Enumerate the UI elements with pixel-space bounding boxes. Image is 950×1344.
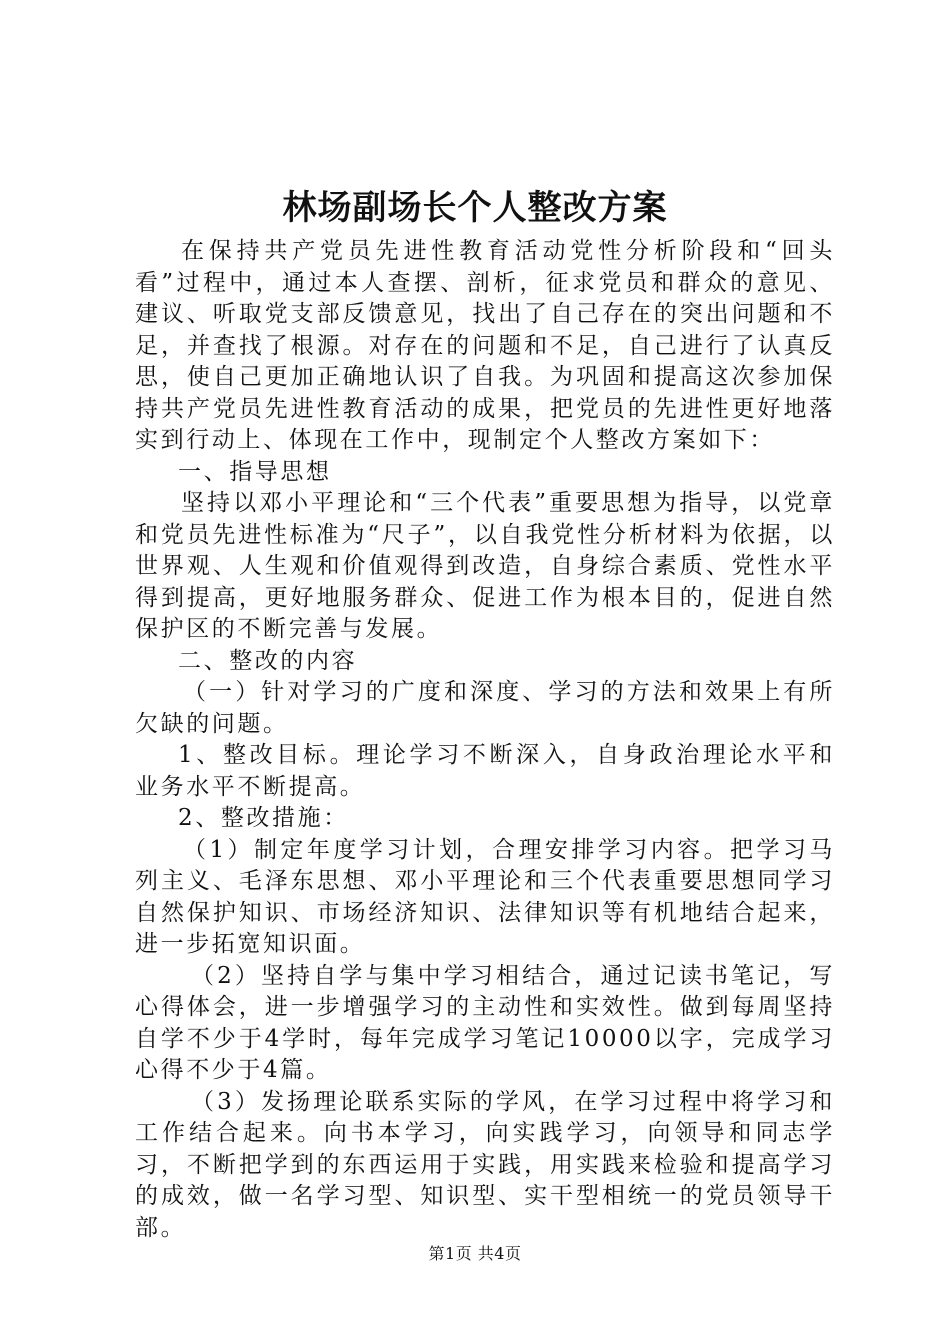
paragraph-intro: 在保持共产党员先进性教育活动党性分析阶段和“回头看”过程中，通过本人查摆、剖析，征求党员和群众的意见、建议、听取党支部反馈意见，找出了自己存在的突出问题和不足，并查找了根源。对存在的问题和不足，自己进行了认真反思，使自己更加正确地认识了自我。为巩固和提高这次参加保持共产党员先进性教育活动的成果，把党员的先进性更好地落实到行动上、体现在工作中，现制定个人整改方案如下： [135, 238, 835, 453]
paragraph-measure-1: （1）制定年度学习计划，合理安排学习内容。把学习马列主义、毛泽东思想、邓小平理论和三个代表重要思想同学习自然保护知识、市场经济知识、法律知识等有机地结合起来，进一步拓宽知识面。 [135, 836, 835, 957]
paragraph-rectification-measures: 2、整改措施： [178, 805, 349, 831]
paragraph-rectification-goal: 1、整改目标。理论学习不断深入，自身政治理论水平和业务水平不断提高。 [135, 742, 835, 800]
paragraph-measure-2: （2）坚持自学与集中学习相结合，通过记读书笔记，写心得体会，进一步增强学习的主动性和实效性。做到每周坚持自学不少于4学时，每年完成学习笔记10000以字，完成学习心得不少于4篇。 [135, 962, 835, 1083]
paragraph-guiding-ideology: 坚持以邓小平理论和“三个代表”重要思想为指导，以党章和党员先进性标准为“尺子”，以自我党性分析材料为依据，以世界观、人生观和价值观得到改造，自身综合素质、党性水平得到提高，更好地服务群众、促进工作为根本目的，促进自然保护区的不断完善与发展。 [135, 490, 835, 642]
document-body [135, 236, 835, 1244]
paragraph-learning-problem: （一）针对学习的广度和深度、学习的方法和效果上有所欠缺的问题。 [135, 679, 835, 737]
document-title: 林场副场长个人整改方案 [282, 188, 668, 228]
heading-guiding-ideology: 一、指导思想 [178, 458, 332, 485]
page-number-footer: 第1页 共4页 [428, 1244, 522, 1263]
heading-rectification-content: 二、整改的内容 [178, 647, 358, 674]
paragraph-measure-3: （3）发扬理论联系实际的学风，在学习过程中将学习和工作结合起来。向书本学习，向实践学习，向领导和同志学习，不断把学到的东西运用于实践，用实践来检验和提高学习的成效，做一名学习型、知识型、实干型相统一的党员领导干部。 [135, 1088, 835, 1241]
